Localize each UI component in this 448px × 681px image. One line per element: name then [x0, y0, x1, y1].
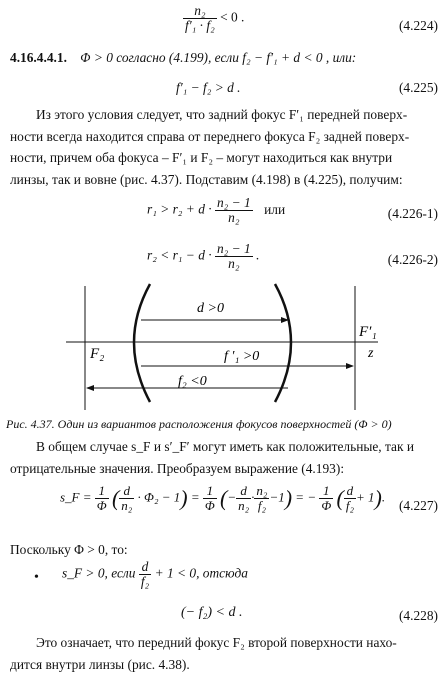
fraction [95, 484, 109, 513]
d-label: d >0 [197, 301, 224, 316]
denominator: f₂ [140, 574, 150, 589]
denominator: n₂ [121, 498, 133, 513]
fraction [215, 242, 253, 271]
equation-number: (4.226-1) [387, 206, 438, 221]
lhs: s_F = [60, 489, 92, 505]
text-line: Это означает, что передний фокус F₂ второй поверхности нахо- [36, 635, 397, 650]
fraction [319, 484, 333, 513]
fraction [344, 484, 356, 513]
F1-label: F′₁ [359, 324, 377, 340]
connector: или [264, 201, 286, 217]
fraction [119, 484, 134, 513]
numerator: d [236, 484, 251, 499]
text-line: линзы, так и вовне (рис. 4.37). Подставим (4.198) в (4.225), получим: [10, 171, 403, 187]
bullet-text-a: s_F > 0, если [62, 565, 136, 581]
paren-open: ( [111, 485, 120, 511]
paragraph-3 [10, 632, 434, 675]
section-heading [10, 50, 356, 66]
fraction [215, 196, 253, 225]
equation-number: (4.227) [398, 498, 438, 513]
equation-number: (4.228) [398, 608, 438, 623]
period: . [256, 247, 260, 263]
section-number: 4.16.4.4.1. [10, 50, 67, 65]
numerator: d [344, 484, 356, 499]
equation-4-226-1 [147, 196, 285, 225]
text-line: ности всегда находится справа от переднего фокуса F₂ задней поверх- [10, 128, 410, 144]
fraction [183, 4, 217, 33]
since-text: Поскольку Φ > 0, то: [10, 542, 128, 557]
denominator: Φ [321, 498, 332, 513]
term: + 1 [355, 489, 375, 505]
numerator: 1 [319, 484, 333, 499]
equation-4-228: (− f₂) < d . [181, 605, 243, 620]
z-label: z [368, 346, 374, 361]
bullet-item [62, 560, 248, 589]
denominator: f′₁ · f₂ [185, 18, 215, 33]
numerator: n₂ − 1 [216, 195, 251, 210]
front-lens-surface [134, 284, 150, 402]
bullet-text-b: + 1 < 0, отсюда [154, 565, 248, 581]
figure-caption: Рис. 4.37. Один из вариантов расположения фокусов поверхностей (Φ > 0) [6, 417, 392, 431]
equation-4-227: s_F = $\frac{1}{\Phi}$ ( $\frac{d}{\text{n₂}}$ · Φ₂ − 1) = $\frac{1}{\Phi}$ (− $\frac{d}{\text{n₂}}$ · $\frac{\text{n₂}}{\text{f₂}}$ −1) = − $\frac{1}{\Phi}$ ( $\frac{d}{\text{f₂}}$ + 1). [60, 483, 386, 513]
equation-4-226-2 [147, 242, 259, 271]
lhs: r₂ < r₁ − d · [147, 247, 212, 263]
equation-number: (4.225) [398, 80, 438, 95]
equals: = [190, 489, 200, 505]
numerator: 1 [95, 484, 109, 499]
paren-open: ( [336, 485, 344, 511]
F2-label: F₂ [90, 346, 105, 362]
f1-label: f ′₁ >0 [224, 349, 260, 364]
bullet-dot: • [34, 570, 39, 585]
numerator: n₂ [183, 4, 217, 19]
denominator: Φ [204, 498, 215, 513]
equation-number: (4.224) [398, 18, 438, 33]
figure-4-37 [0, 278, 448, 413]
text-line: Из этого условия следует, что задний фокус F′₁ передней поверх- [36, 107, 408, 122]
paragraph-2 [10, 436, 434, 479]
denominator: f₂ [257, 498, 266, 513]
paren-open: ( [220, 485, 228, 511]
fraction [139, 560, 151, 589]
equation-4-224 [183, 4, 244, 33]
fraction [236, 484, 251, 513]
numerator: d [119, 484, 134, 499]
numerator: 1 [203, 484, 217, 499]
text-line: ности, причем оба фокуса – F′₁ и F₂ – могут находиться как внутри [10, 150, 393, 166]
denominator: n₂ [228, 256, 240, 271]
denominator: n₂ [238, 498, 250, 513]
paren-close: ) [374, 485, 382, 511]
term: · Φ₂ − 1 [137, 489, 181, 505]
fraction [203, 484, 217, 513]
numerator: n₂ [256, 483, 268, 498]
paren-close: ) [180, 485, 188, 511]
section-text: Φ > 0 согласно (4.199), если f₂ − f′₁ + d < 0 , или: [80, 50, 357, 65]
text-line: В общем случае s_F и s′_F′ могут иметь как положительные, так и [36, 439, 414, 454]
fraction [254, 484, 269, 513]
denominator: Φ [96, 498, 107, 513]
lhs: r₁ > r₂ + d · [147, 201, 212, 217]
equation-4-225: f′₁ − f₂ > d . [176, 80, 241, 95]
denominator: n₂ [228, 210, 240, 225]
numerator: n₂ − 1 [216, 241, 251, 256]
numerator: d [139, 560, 151, 575]
equation-number: (4.226-2) [387, 252, 438, 267]
paragraph-1 [10, 104, 434, 190]
rear-lens-surface [275, 284, 291, 402]
text-line: отрицательные значения. Преобразуем выражение (4.193): [10, 460, 345, 476]
text-line: дится внутри линзы (рис. 4.38). [10, 656, 190, 672]
paren-close: ) [284, 485, 293, 511]
f2-label: f₂ <0 [178, 374, 207, 389]
relation: < 0 . [220, 9, 245, 25]
denominator: f₂ [345, 498, 354, 513]
equals: = − [295, 489, 317, 505]
